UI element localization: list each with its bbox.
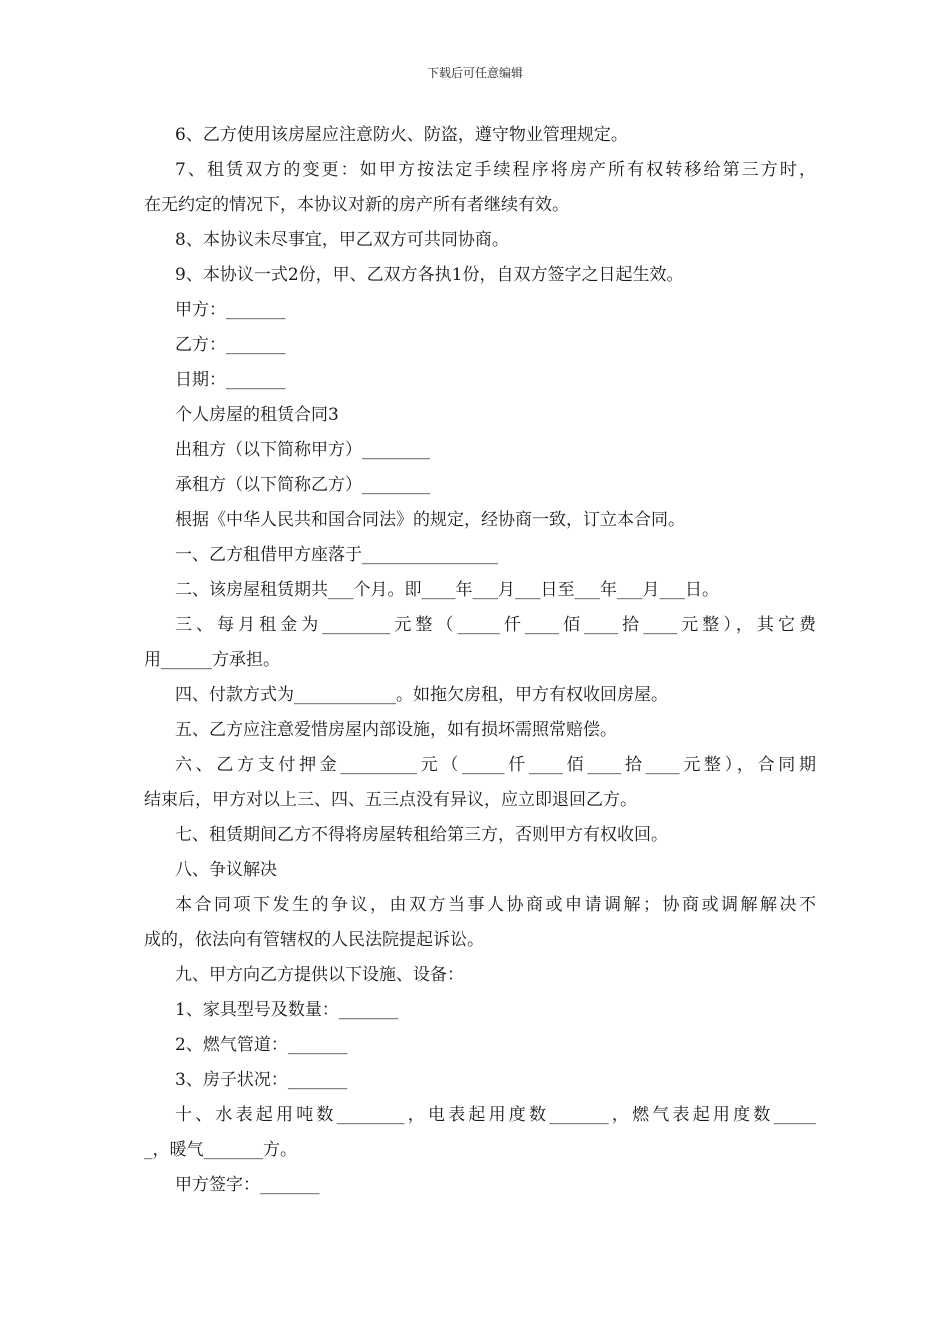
document-line: 三、每月租金为________元整（_____仟____佰____拾____元整），其它费 xyxy=(175,615,816,635)
document-line: 甲方签字：_______ xyxy=(175,1175,320,1195)
document-line: 八、争议解决 xyxy=(175,860,277,880)
document-line: 根据《中华人民共和国合同法》的规定，经协商一致，订立本合同。 xyxy=(175,510,685,530)
document-line: 成的，依法向有管辖权的人民法院提起诉讼。 xyxy=(144,930,484,950)
document-line: 九、甲方向乙方提供以下设施、设备： xyxy=(175,965,464,985)
document-line: 用______方承担。 xyxy=(144,650,280,670)
document-line: 二、该房屋租赁期共___个月。即____年___月___日至___年___月___日。 xyxy=(175,580,719,600)
document-line: 1、家具型号及数量：_______ xyxy=(175,1000,399,1020)
document-line: 在无约定的情况下，本协议对新的房产所有者继续有效。 xyxy=(144,195,569,215)
page-header: 下载后可任意编辑 xyxy=(426,66,523,80)
document-line: 2、燃气管道：_______ xyxy=(175,1035,348,1055)
document-line: 十、水表起用吨数________，电表起用度数_______，燃气表起用度数_____ xyxy=(175,1105,816,1125)
document-line: 六、乙方支付押金_________元（_____仟____佰____拾____元整），合同期 xyxy=(175,755,816,775)
document-line: 7、租赁双方的变更：如甲方按法定手续程序将房产所有权转移给第三方时， xyxy=(175,160,816,180)
document-body xyxy=(144,118,816,1203)
document-line: 9、本协议一式2份，甲、乙双方各执1份，自双方签字之日起生效。 xyxy=(175,265,684,285)
document-line: 6、乙方使用该房屋应注意防火、防盗，遵守物业管理规定。 xyxy=(175,125,628,145)
document-line: 乙方：_______ xyxy=(175,335,286,355)
document-line: _，暖气_______方。 xyxy=(144,1140,297,1160)
document-line: 本合同项下发生的争议，由双方当事人协商或申请调解；协商或调解解决不 xyxy=(175,895,816,915)
document-line: 承租方（以下简称乙方）________ xyxy=(175,475,430,495)
document-line: 甲方：_______ xyxy=(175,300,286,320)
document-line: 七、租赁期间乙方不得将房屋转租给第三方，否则甲方有权收回。 xyxy=(175,825,668,845)
document-line: 出租方（以下简称甲方）________ xyxy=(175,440,430,460)
document-line: 日期：_______ xyxy=(175,370,286,390)
document-line: 四、付款方式为____________。如拖欠房租，甲方有权收回房屋。 xyxy=(175,685,668,705)
document-line: 五、乙方应注意爱惜房屋内部设施，如有损坏需照常赔偿。 xyxy=(175,720,617,740)
document-line: 3、房子状况：_______ xyxy=(175,1070,348,1090)
document-line: 结束后，甲方对以上三、四、五三点没有异议，应立即退回乙方。 xyxy=(144,790,637,810)
document-line: 8、本协议未尽事宜，甲乙双方可共同协商。 xyxy=(175,230,509,250)
document-line: 个人房屋的租赁合同3 xyxy=(175,405,339,425)
document-line: 一、乙方租借甲方座落于________________ xyxy=(175,545,498,565)
